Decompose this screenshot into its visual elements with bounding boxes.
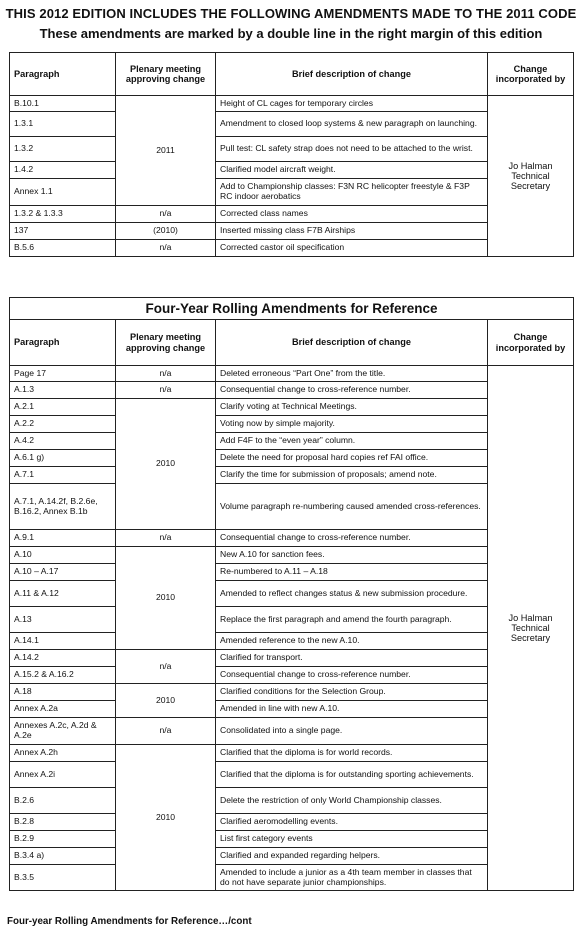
paragraph-cell: A.15.2 & A.16.2 xyxy=(10,667,116,684)
description-cell: Re-numbered to A.11 – A.18 xyxy=(216,564,488,581)
description-cell: Amended to include a junior as a 4th team member in classes that do not have separate junior championships. xyxy=(216,865,488,891)
col-header-description: Brief description of change xyxy=(216,320,488,366)
paragraph-cell: A.13 xyxy=(10,607,116,633)
plenary-cell: 2010 xyxy=(116,547,216,650)
paragraph-cell: A.14.1 xyxy=(10,633,116,650)
description-cell: Height of CL cages for temporary circles xyxy=(216,96,488,112)
description-cell: Voting now by simple majority. xyxy=(216,416,488,433)
paragraph-cell: B.2.9 xyxy=(10,831,116,848)
col-header-description: Brief description of change xyxy=(216,53,488,96)
plenary-cell: n/a xyxy=(116,366,216,382)
incorporated-by-cell: Jo Halman Technical Secretary xyxy=(488,366,574,891)
plenary-cell: 2010 xyxy=(116,745,216,891)
table-caption-row xyxy=(10,298,574,320)
description-cell: Clarify voting at Technical Meetings. xyxy=(216,399,488,416)
description-cell: Amended in line with new A.10. xyxy=(216,701,488,718)
incorporated-by-cell: Jo Halman Technical Secretary xyxy=(488,96,574,257)
description-cell: Clarified model aircraft weight. xyxy=(216,162,488,179)
paragraph-cell: B.2.8 xyxy=(10,814,116,831)
paragraph-cell: 1.4.2 xyxy=(10,162,116,179)
description-cell: Clarified conditions for the Selection Group. xyxy=(216,684,488,701)
paragraph-cell: 137 xyxy=(10,223,116,240)
continuation-footer: Four-year Rolling Amendments for Reference…/cont xyxy=(7,916,252,927)
description-cell: Consolidated into a single page. xyxy=(216,718,488,745)
description-cell: Clarified for transport. xyxy=(216,650,488,667)
description-cell: Amended reference to the new A.10. xyxy=(216,633,488,650)
paragraph-cell: A.6.1 g) xyxy=(10,450,116,467)
paragraph-cell: A.11 & A.12 xyxy=(10,581,116,607)
paragraph-cell: 1.3.2 xyxy=(10,137,116,162)
paragraph-cell: A.18 xyxy=(10,684,116,701)
paragraph-cell: A.2.2 xyxy=(10,416,116,433)
table-header-row xyxy=(10,320,574,366)
paragraph-cell: B.3.5 xyxy=(10,865,116,891)
paragraph-cell: Page 17 xyxy=(10,366,116,382)
description-cell: Deleted erroneous “Part One” from the title. xyxy=(216,366,488,382)
plenary-cell: n/a xyxy=(116,530,216,547)
description-cell: Pull test: CL safety strap does not need to be attached to the wrist. xyxy=(216,137,488,162)
paragraph-cell: Annexes A.2c, A.2d & A.2e xyxy=(10,718,116,745)
description-cell: Delete the restriction of only World Championship classes. xyxy=(216,788,488,814)
paragraph-cell: A.10 – A.17 xyxy=(10,564,116,581)
paragraph-cell: 1.3.1 xyxy=(10,112,116,137)
paragraph-cell: 1.3.2 & 1.3.3 xyxy=(10,206,116,223)
description-cell: Clarified that the diploma is for world records. xyxy=(216,745,488,762)
paragraph-cell: A.2.1 xyxy=(10,399,116,416)
paragraph-cell: B.2.6 xyxy=(10,788,116,814)
paragraph-cell: Annex 1.1 xyxy=(10,179,116,206)
description-cell: Consequential change to cross-reference number. xyxy=(216,382,488,399)
plenary-cell: 2010 xyxy=(116,399,216,530)
description-cell: Consequential change to cross-reference number. xyxy=(216,667,488,684)
description-cell: Amended to reflect changes status & new submission procedure. xyxy=(216,581,488,607)
description-cell: Amendment to closed loop systems & new paragraph on launching. xyxy=(216,112,488,137)
description-cell: Add F4F to the “even year” column. xyxy=(216,433,488,450)
col-header-plenary: Plenary meeting approving change xyxy=(116,53,216,96)
paragraph-cell: B.10.1 xyxy=(10,96,116,112)
description-cell: Delete the need for proposal hard copies ref FAI office. xyxy=(216,450,488,467)
rolling-amendments-title: Four-Year Rolling Amendments for Reference xyxy=(10,298,574,320)
plenary-cell: n/a xyxy=(116,206,216,223)
paragraph-cell: Annex A.2h xyxy=(10,745,116,762)
paragraph-cell: A.14.2 xyxy=(10,650,116,667)
col-header-incorporated: Change incorporated by xyxy=(488,53,574,96)
description-cell: Clarified aeromodelling events. xyxy=(216,814,488,831)
table-row xyxy=(10,96,574,112)
paragraph-cell: A.10 xyxy=(10,547,116,564)
description-cell: Inserted missing class F7B Airships xyxy=(216,223,488,240)
paragraph-cell: A.4.2 xyxy=(10,433,116,450)
description-cell: Consequential change to cross-reference number. xyxy=(216,530,488,547)
description-cell: Corrected castor oil specification xyxy=(216,240,488,257)
description-cell: Clarified and expanded regarding helpers. xyxy=(216,848,488,865)
paragraph-cell: A.7.1, A.14.2f, B.2.6e, B.16.2, Annex B.1b xyxy=(10,484,116,530)
description-cell: Volume paragraph re-numbering caused amended cross-references. xyxy=(216,484,488,530)
plenary-cell: n/a xyxy=(116,240,216,257)
table-header-row xyxy=(10,53,574,96)
paragraph-cell: Annex A.2a xyxy=(10,701,116,718)
rolling-amendments-table xyxy=(9,297,574,891)
paragraph-cell: A.1.3 xyxy=(10,382,116,399)
description-cell: Add to Championship classes: F3N RC helicopter freestyle & F3P RC indoor aerobatics xyxy=(216,179,488,206)
plenary-cell: n/a xyxy=(116,718,216,745)
col-header-paragraph: Paragraph xyxy=(10,320,116,366)
plenary-cell: (2010) xyxy=(116,223,216,240)
paragraph-cell: A.7.1 xyxy=(10,467,116,484)
heading-edition: THIS 2012 EDITION INCLUDES THE FOLLOWING AMENDMENTS MADE TO THE 2011 CODE xyxy=(5,6,577,21)
amendments-2011-table xyxy=(9,52,574,257)
paragraph-cell: Annex A.2i xyxy=(10,762,116,788)
table-row xyxy=(10,366,574,382)
description-cell: Clarify the time for submission of proposals; amend note. xyxy=(216,467,488,484)
plenary-cell: 2010 xyxy=(116,684,216,718)
description-cell: Clarified that the diploma is for outstanding sporting achievements. xyxy=(216,762,488,788)
description-cell: New A.10 for sanction fees. xyxy=(216,547,488,564)
plenary-cell: n/a xyxy=(116,650,216,684)
col-header-paragraph: Paragraph xyxy=(10,53,116,96)
heading-note: These amendments are marked by a double line in the right margin of this edition xyxy=(39,26,543,41)
paragraph-cell: B.5.6 xyxy=(10,240,116,257)
paragraph-cell: B.3.4 a) xyxy=(10,848,116,865)
description-cell: Corrected class names xyxy=(216,206,488,223)
plenary-cell: 2011 xyxy=(116,96,216,206)
col-header-plenary: Plenary meeting approving change xyxy=(116,320,216,366)
plenary-cell: n/a xyxy=(116,382,216,399)
col-header-incorporated: Change incorporated by xyxy=(488,320,574,366)
description-cell: List first category events xyxy=(216,831,488,848)
paragraph-cell: A.9.1 xyxy=(10,530,116,547)
description-cell: Replace the first paragraph and amend the fourth paragraph. xyxy=(216,607,488,633)
